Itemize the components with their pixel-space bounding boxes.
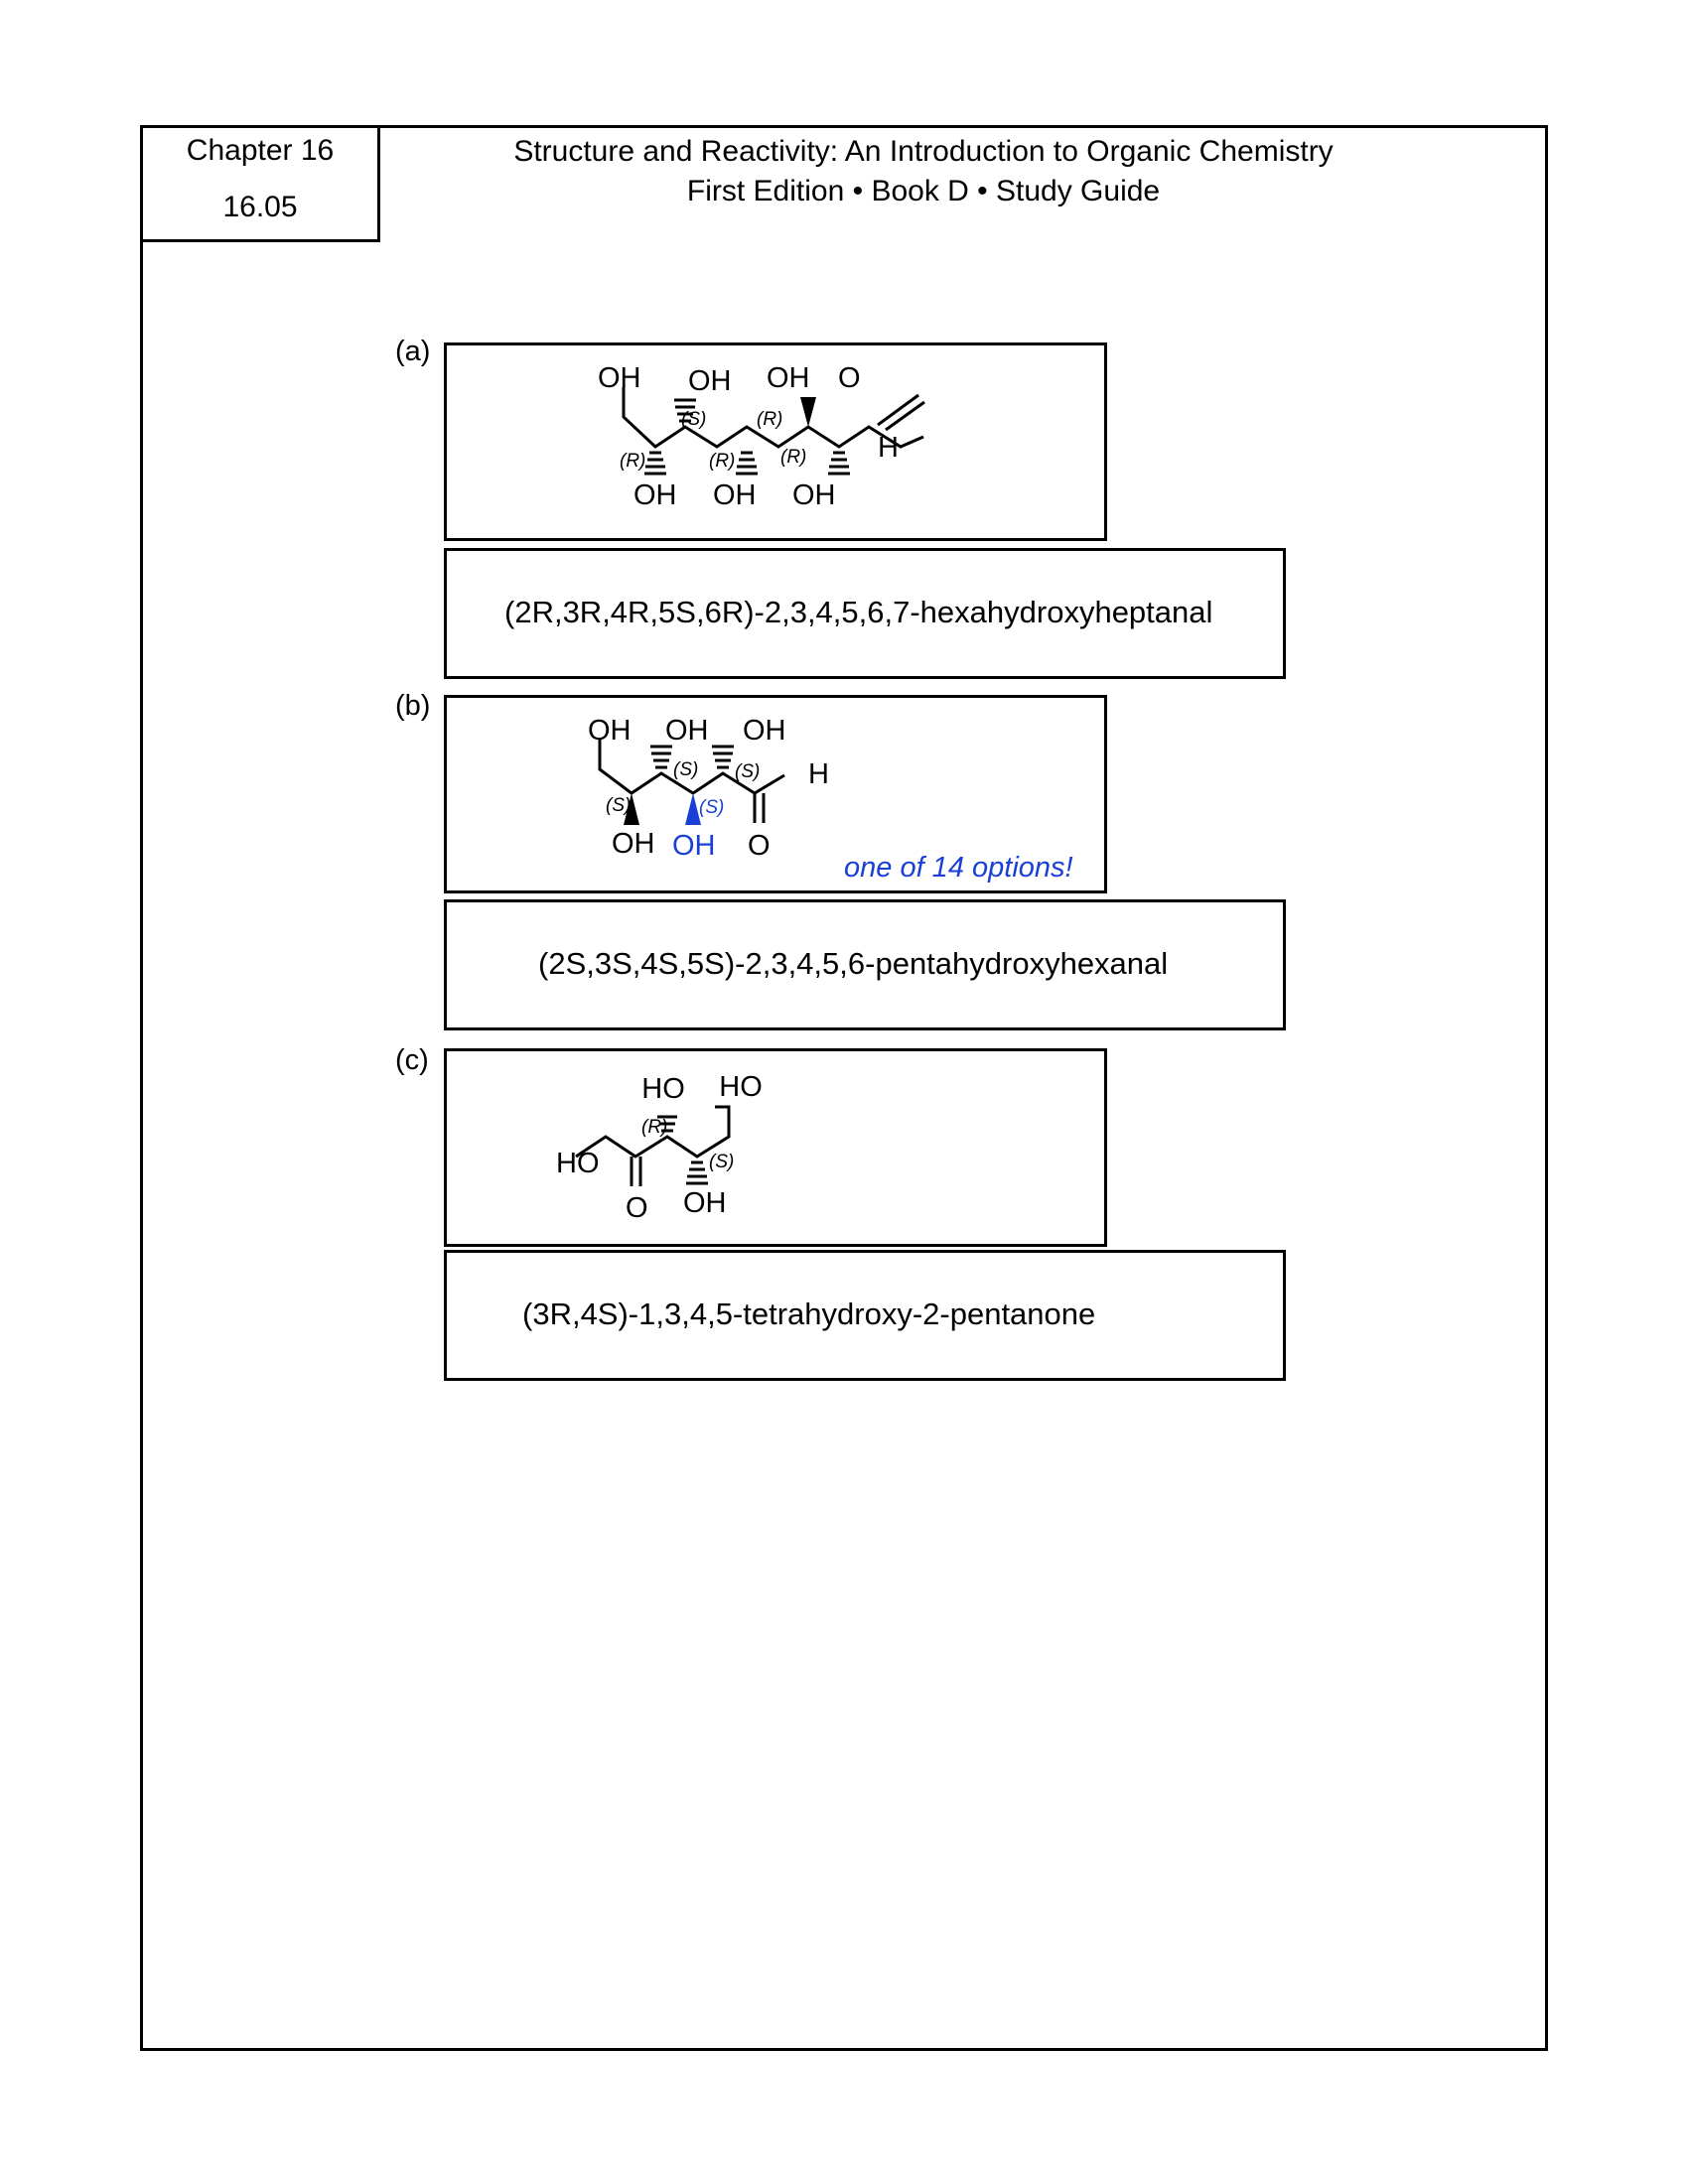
- part-b-atom-h: H: [808, 758, 829, 790]
- chapter-box: [140, 125, 380, 242]
- part-c-config-label: (R): [641, 1117, 668, 1138]
- part-b-atom-o: O: [748, 830, 771, 862]
- part-b-iupac-name: (2S,3S,4S,5S)-2,3,4,5,6-pentahydroxyhexanal: [538, 946, 1169, 981]
- part-c-label: (c): [395, 1044, 429, 1076]
- chapter-label: Chapter 16: [186, 134, 335, 167]
- part-a-atom-oh: OH: [713, 479, 757, 511]
- part-a-atom-h: H: [878, 432, 899, 464]
- part-a-config-label: (S): [681, 409, 707, 430]
- part-c-atom-ho: HO: [719, 1071, 763, 1103]
- part-b-highlight-config-label: (S): [699, 797, 725, 818]
- part-a-hash-bonds: [644, 400, 850, 474]
- part-c-name-box: [444, 1250, 1286, 1381]
- part-c-atom-oh: OH: [683, 1187, 727, 1219]
- part-b-atom-oh: OH: [743, 715, 786, 747]
- part-c-molecule: [447, 1051, 1110, 1250]
- part-c-atom-ho: HO: [556, 1148, 600, 1179]
- part-b-name-box: [444, 899, 1286, 1030]
- part-a-atom-o: O: [838, 362, 861, 394]
- part-b-atom-oh: OH: [612, 828, 655, 860]
- part-b-atom-oh: OH: [665, 715, 709, 747]
- part-c-structure: [444, 1048, 1107, 1247]
- part-a-atom-oh: OH: [767, 362, 810, 394]
- part-b-config-label: (S): [673, 759, 699, 780]
- part-a-wedge-bond: [800, 397, 816, 427]
- book-subtitle: First Edition • Book D • Study Guide: [686, 175, 1161, 207]
- section-number: 16.05: [222, 191, 298, 223]
- part-a-structure: [444, 342, 1107, 541]
- part-b-label: (b): [395, 690, 431, 722]
- part-b-config-label: (S): [735, 761, 761, 782]
- part-a-label: (a): [395, 336, 431, 367]
- part-b-structure: [444, 695, 1107, 893]
- part-c-atom-ho: HO: [641, 1073, 685, 1105]
- part-b-atom-oh: OH: [588, 715, 632, 747]
- part-b-highlight-atom-oh: OH: [672, 830, 716, 862]
- part-a-atom-oh: OH: [792, 479, 836, 511]
- part-a-name-box: [444, 548, 1286, 679]
- part-a-atom-oh: OH: [688, 365, 732, 397]
- part-c-config-label: (S): [709, 1152, 735, 1172]
- part-a-config-label: (R): [757, 409, 783, 430]
- part-a-config-label: (R): [709, 451, 736, 472]
- part-a-atom-oh: OH: [598, 362, 641, 394]
- part-b-molecule: [447, 698, 1110, 896]
- part-a-molecule: [447, 345, 1110, 544]
- part-a-atom-oh: OH: [633, 479, 677, 511]
- part-c-atom-o: O: [626, 1192, 648, 1224]
- part-b-options-note: one of 14 options!: [844, 852, 1073, 884]
- part-a-config-label: (R): [780, 447, 807, 468]
- part-a-config-label: (R): [620, 451, 646, 472]
- part-c-iupac-name: (3R,4S)-1,3,4,5-tetrahydroxy-2-pentanone: [522, 1297, 1096, 1331]
- book-title: Structure and Reactivity: An Introduction to Organic Chemistry: [513, 135, 1334, 168]
- part-a-iupac-name: (2R,3R,4R,5S,6R)-2,3,4,5,6,7-hexahydroxyheptanal: [504, 595, 1213, 629]
- part-b-config-label: (S): [606, 795, 632, 816]
